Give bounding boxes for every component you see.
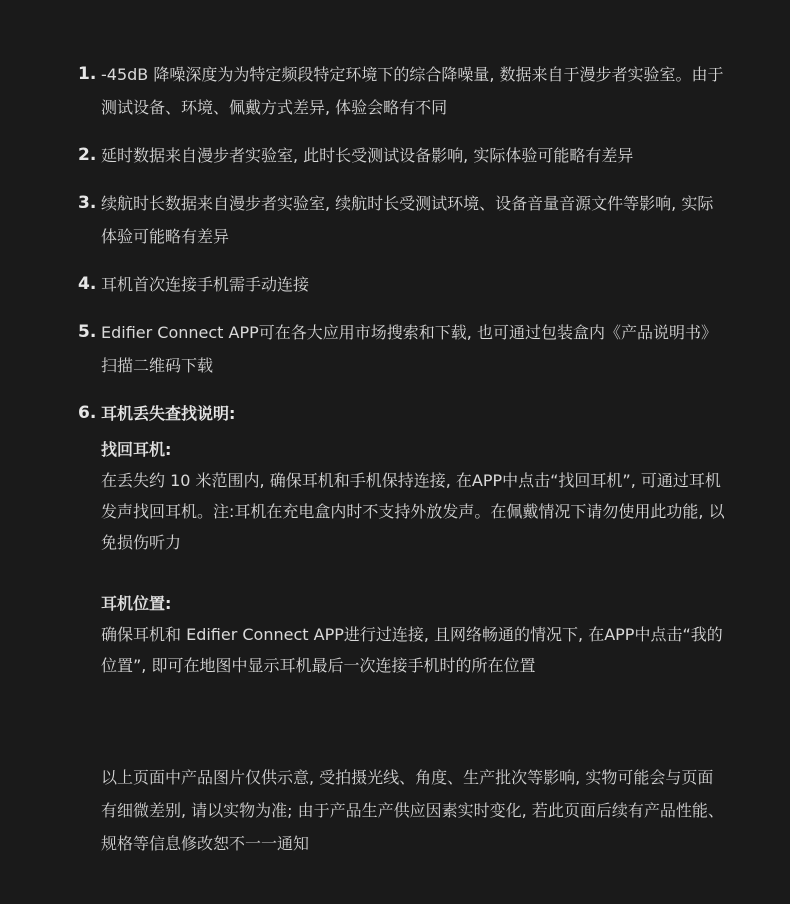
note-number: 1. [78,64,97,84]
note-number: 6. [78,403,97,423]
note-number: 3. [78,193,97,213]
notes-list [78,58,728,681]
note-text: 耳机首次连接手机需手动连接 [101,275,310,294]
disclaimer-text: 以上页面中产品图片仅供示意, 受拍摄光线、角度、生产批次等影响, 实物可能会与页面有细微差别, 请以实物为准; 由于产品生产供应因素实时变化, 若此页面后续有产品性能、规格等信息修改恕不一一通知 [101,768,724,853]
note-number: 4. [78,274,97,294]
note-text: Edifier Connect APP可在各大应用市场搜索和下载, 也可通过包装盒内《产品说明书》扫描二维码下载 [101,323,717,375]
note-heading: 耳机丢失查找说明: [101,404,236,423]
note-item-4 [78,268,728,301]
find-earbuds-text: 在丢失约 10 米范围内, 确保耳机和手机保持连接, 在APP中点击“找回耳机”, 可通过耳机发声找回耳机。注:耳机在充电盒内时不支持外放发声。在佩戴情况下请勿使用此功能, 以免损伤听力 [101,471,725,552]
find-earbuds-title: 找回耳机: [101,440,172,459]
earbuds-location-title: 耳机位置: [101,594,172,613]
find-earbuds-section [101,434,728,558]
note-number: 5. [78,322,97,342]
note-item-5 [78,316,728,382]
note-item-2 [78,139,728,172]
note-item-3 [78,187,728,253]
note-text: -45dB 降噪深度为为特定频段特定环境下的综合降噪量, 数据来自于漫步者实验室。由于测试设备、环境、佩戴方式差异, 体验会略有不同 [101,65,724,117]
note-number: 2. [78,145,97,165]
note-text: 延时数据来自漫步者实验室, 此时长受测试设备影响, 实际体验可能略有差异 [101,146,634,165]
earbuds-location-section [101,588,728,681]
note-text: 续航时长数据来自漫步者实验室, 续航时长受测试环境、设备音量音源文件等影响, 实际体验可能略有差异 [101,194,714,246]
note-item-6 [78,397,728,430]
earbuds-location-text: 确保耳机和 Edifier Connect APP进行过连接, 且网络畅通的情况下, 在APP中点击“我的位置”, 即可在地图中显示耳机最后一次连接手机时的所在位置 [101,625,723,675]
note-item-1 [78,58,728,124]
